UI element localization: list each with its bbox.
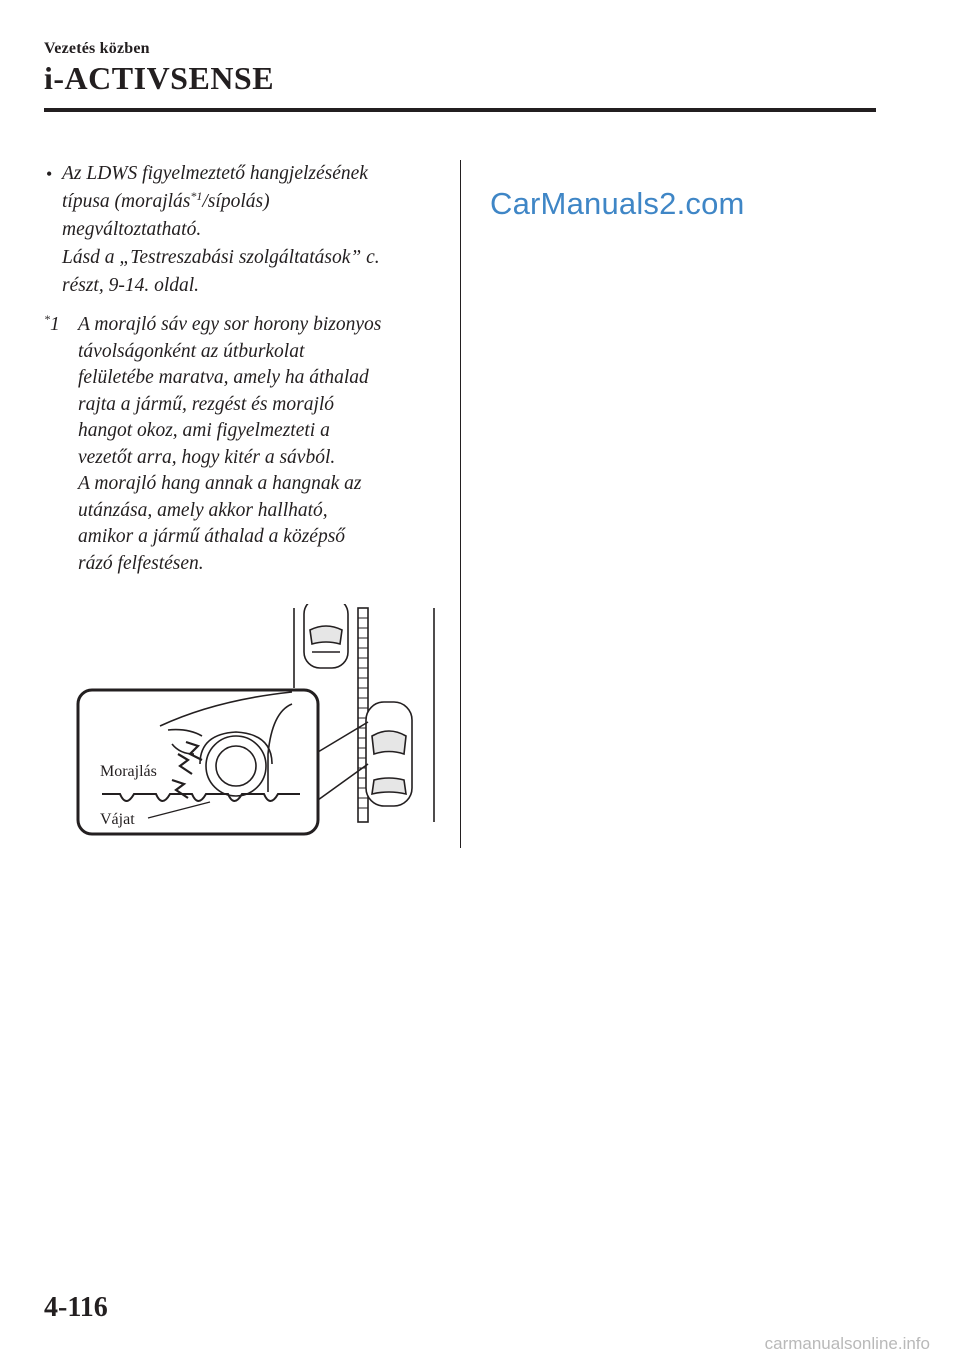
figure-label-groove: Vájat	[100, 811, 135, 828]
chapter-title: i-ACTIVSENSE	[44, 60, 275, 96]
rumble-strip-figure	[76, 604, 440, 838]
footnote-text	[78, 312, 458, 577]
oncoming-car-icon	[304, 604, 348, 668]
bullet-line: Az LDWS figyelmeztető hangjelzésének	[62, 163, 368, 184]
bullet-line-part: /sípolás)	[202, 191, 270, 212]
footnote-line: távolságonként az útburkolat	[78, 340, 305, 362]
own-car-icon	[366, 702, 412, 806]
bullet-line-part: típusa (morajlás	[62, 191, 191, 212]
bullet-dot-icon: •	[46, 164, 53, 184]
footnote-number: 1	[50, 314, 60, 335]
bullet-line	[62, 188, 452, 216]
title-rule	[44, 108, 876, 112]
footnote-line: rázó felfestésen.	[78, 552, 204, 574]
bullet-line: részt, 9-14. oldal.	[62, 275, 200, 296]
footnote-star: *	[44, 312, 50, 326]
footnote-line: rajta a jármű, rezgést és morajló	[78, 393, 335, 415]
footnote-line: A morajló hang annak a hangnak az	[78, 473, 362, 494]
footnote-line: utánzása, amely akkor hallható,	[78, 499, 328, 521]
watermark-carmanualsonline[interactable]: carmanualsonline.info	[764, 1334, 930, 1353]
footnote-line: amikor a jármű áthalad a középső	[78, 526, 346, 547]
page-number: 4-116	[44, 1292, 108, 1323]
footnote-reference: *1	[190, 189, 203, 203]
bullet-text	[62, 160, 452, 300]
footnote-line: vezetőt arra, hogy kitér a sávból.	[78, 446, 336, 468]
footnote-line: hangot okoz, ami figyelmezteti a	[78, 420, 330, 441]
figure-label-rumble: Morajlás	[100, 763, 157, 780]
column-divider	[460, 160, 461, 848]
watermark-carmanuals2[interactable]: CarManuals2.com	[490, 186, 745, 221]
bullet-line: Lásd a „Testreszabási szolgáltatások” c.	[62, 247, 380, 268]
footnote-line: felületébe maratva, amely ha áthalad	[78, 367, 369, 388]
section-label: Vezetés közben	[44, 40, 150, 57]
rumble-strip-illustration	[76, 604, 440, 838]
footnote-marker	[44, 312, 60, 339]
bullet-line: megváltoztatható.	[62, 219, 202, 240]
footnote-line: A morajló sáv egy sor horony bizonyos	[78, 314, 382, 335]
